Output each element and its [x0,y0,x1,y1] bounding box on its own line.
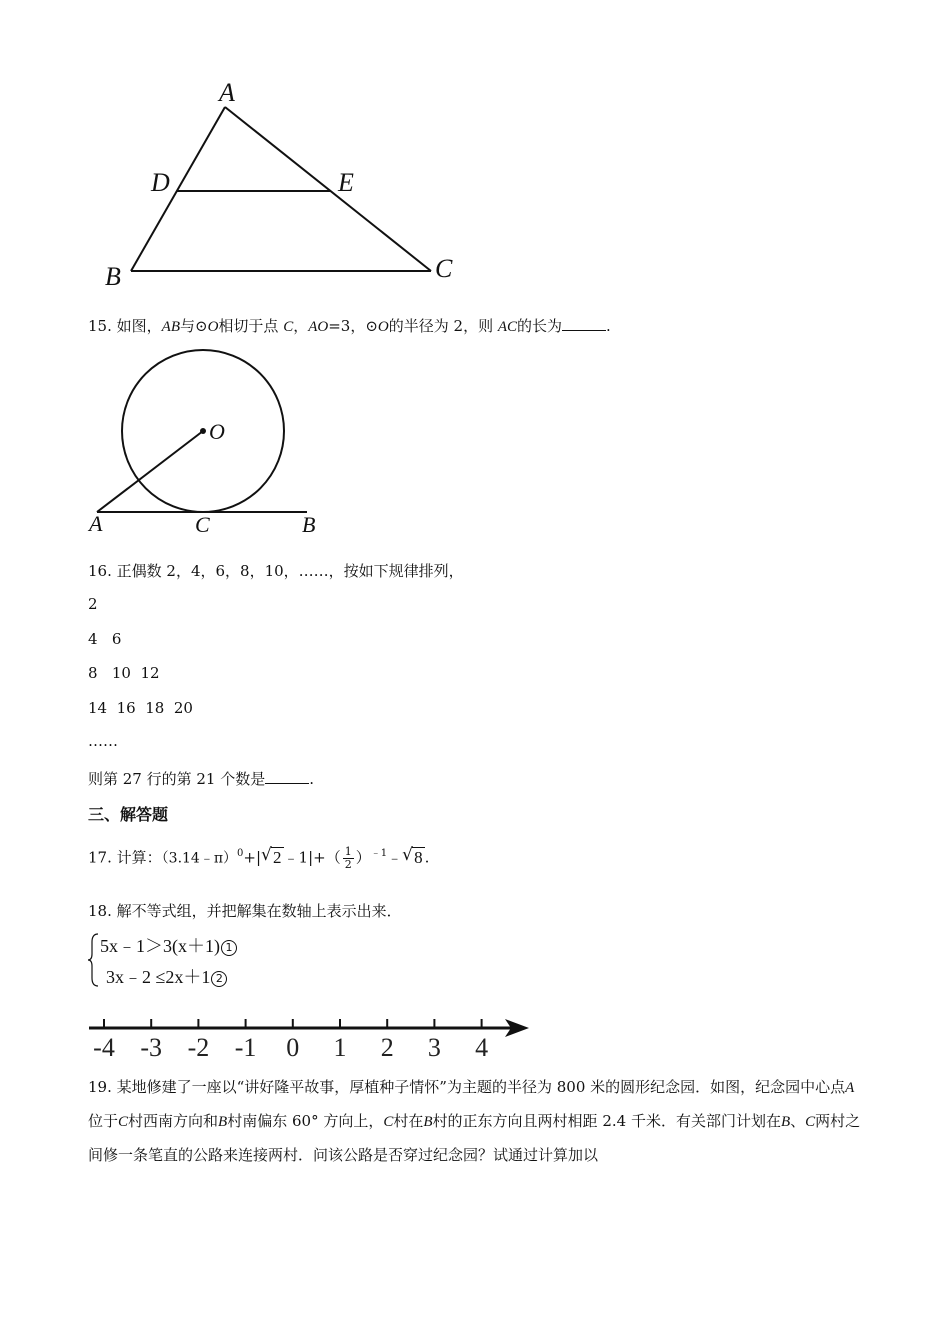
circled-two: 2 [211,971,227,987]
circle-tangent-figure [85,340,335,540]
inequality-1-text: 5x﹣1＞3(x＋1) [100,936,220,956]
sequence-row-2: 4 6 [88,630,122,648]
question-16-ask [88,768,314,789]
q19-text-e: 村在 [393,1112,424,1130]
q19-text-b: 位于 [88,1112,119,1130]
tick-label: 0 [286,1033,300,1062]
radicand: 8 [414,847,423,867]
label-a: A [219,78,235,107]
circled-one: 1 [221,940,237,956]
label-a: A [89,511,103,536]
label-b: B [302,512,316,537]
q19-var-b3: B [780,1114,791,1130]
tick-label: 3 [427,1033,441,1062]
q19-var-c3: C [805,1114,816,1130]
question-number: 16. [88,562,112,580]
question-text: 正偶数 2，4，6，8，10，……，按如下规律排列， [116,562,464,580]
q15-text-4: ， [293,317,309,335]
question-number: 19. [88,1078,112,1096]
fraction-half [343,846,354,871]
radicand: 2 [273,847,282,867]
q19-var-c1: C [118,1114,129,1130]
ask-text: 则第 27 行的第 21 个数是 [88,770,266,788]
question-19 [88,1071,868,1172]
question-17 [88,846,429,871]
q19-text-a: 某地修建了一座以“讲好隆平故事，厚植种子情怀”为主题的半径为 800 米的圆形纪念园．如图，纪念园中心点 [116,1078,846,1096]
q15-text-7: 的长为 [517,317,563,335]
side-ab [131,107,225,271]
answer-blank[interactable] [562,316,606,331]
inequality-2 [106,963,227,989]
question-number: 18. [88,902,112,920]
label-e: E [338,168,354,197]
q15-text-5: =3，⊙ [328,317,378,335]
sqrt-2: √ 2 [261,844,282,867]
answer-blank[interactable] [265,769,309,784]
q19-var-b1: B [218,1114,228,1130]
q19-var-b2: B [423,1114,433,1130]
q15-var-o2: O [377,319,389,335]
tick-label: -4 [93,1033,115,1062]
label-b: B [105,262,121,291]
number-line [85,1010,535,1062]
sequence-row-4: 14 16 18 20 [88,699,193,717]
section-heading: 三、解答题 [88,805,169,824]
denominator: 2 [344,858,352,871]
q15-end: . [606,317,611,335]
center-point [200,428,206,434]
side-ac [225,107,431,271]
q19-text-g: 、 [790,1112,806,1130]
q15-var-ac: AC [497,319,518,335]
q17-part-4: ） [355,848,371,867]
tick-label: 2 [380,1033,394,1062]
q17-label: 计算： [116,848,162,867]
sequence-row-3: 8 10 12 [88,664,160,682]
label-o: O [209,419,225,444]
ask-end: . [309,770,315,788]
triangle-figure [95,75,475,295]
q15-text-1: 如图， [116,317,162,335]
tick-label: -2 [187,1033,210,1062]
q15-text-2: 与⊙ [179,317,208,335]
tick-label: -3 [140,1033,163,1062]
sqrt-8: √ 8 [402,844,423,867]
question-16 [88,560,464,581]
q19-var-c2: C [383,1114,394,1130]
q15-var-o: O [207,319,219,335]
q17-part-3: ﹣1|+（ [283,848,341,867]
inequality-2-text: 3x﹣2 ≤2x＋1 [106,967,211,987]
numerator: 1 [344,845,352,858]
q19-var-a: A [845,1080,855,1096]
q17-part-2: +| [243,848,262,867]
q15-text-3: 相切于点 [218,317,279,335]
q17-end: . [424,848,430,867]
q17-part-5: ﹣ [387,848,403,867]
q19-text-f: 村的正东方向且两村相距 2.4 千米．有关部门计划在 [432,1112,781,1130]
q15-var-ao: AO [308,319,329,335]
label-c: C [435,254,453,283]
segment-ao [97,431,203,512]
q15-var-ab: AB [161,319,180,335]
tick-label: 4 [475,1033,489,1062]
label-c: C [195,512,210,537]
q19-text-d: 村南偏东 60° 方向上， [227,1112,384,1130]
question-number: 17. [88,848,112,867]
question-number: 15. [88,317,112,335]
exponent-zero: 0 [237,847,244,859]
q19-text-c: 村西南方向和 [128,1112,219,1130]
label-d: D [151,168,170,197]
inequality-1 [100,932,237,958]
tick-label: -1 [234,1033,257,1062]
q17-part-1: （3.14﹣π） [161,850,238,867]
sequence-row-1: 2 [88,595,98,613]
question-15 [88,315,611,336]
sequence-ellipsis: …… [88,732,118,750]
q15-text-6: 的半径为 2，则 [388,317,494,335]
q19-text-h: 两村之间修一条笔直的公路来连接两村．问该公路是否穿过纪念园？试通过计算加以 [88,1112,861,1164]
tick-label: 1 [333,1033,347,1062]
left-brace-icon [88,932,100,988]
exponent-neg-one: ﹣1 [370,847,388,859]
question-text: 解不等式组，并把解集在数轴上表示出来． [116,902,402,920]
question-18 [88,900,402,921]
q15-var-c: C [283,319,294,335]
